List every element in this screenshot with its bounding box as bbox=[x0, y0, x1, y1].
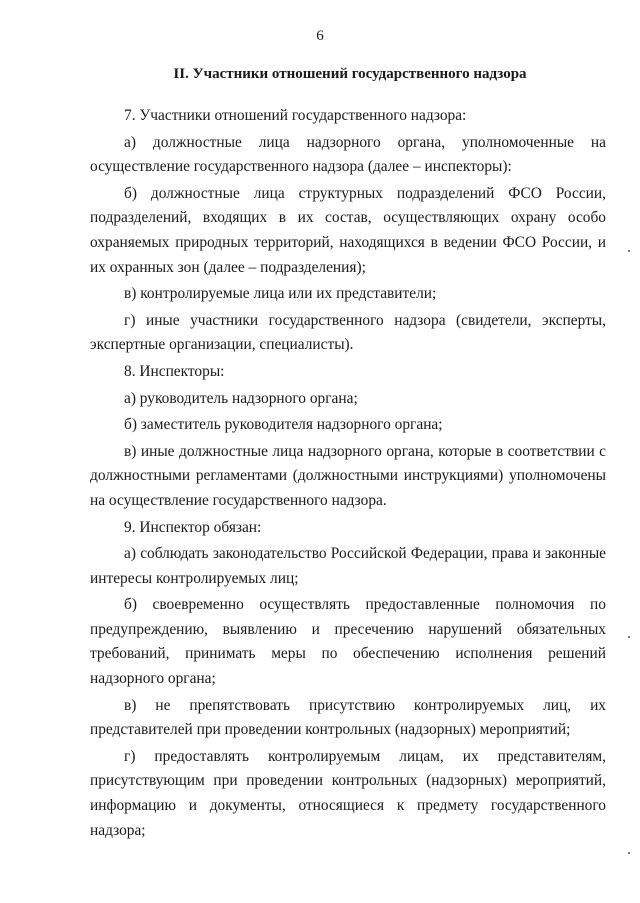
paragraph-9: 9. Инспектор обязан: bbox=[124, 518, 262, 536]
paragraph-7: 7. Участники отношений государственного надзора: bbox=[124, 107, 467, 124]
scan-speck bbox=[628, 636, 630, 638]
paragraph-8v: в) иные должностные лица надзорного органа, которые в соответствии с должностными регламентами (должностными инструкциями) уполномочены на осуществление государственного надзора. bbox=[90, 442, 606, 509]
section-heading: II. Участники отношений государственного надзора bbox=[173, 66, 527, 82]
paragraph-8: 8. Инспекторы: bbox=[124, 362, 225, 380]
paragraph-8b: б) заместитель руководителя надзорного органа; bbox=[124, 416, 443, 434]
scan-speck bbox=[628, 250, 630, 252]
document-body bbox=[90, 104, 606, 845]
paragraph-7a: а) должностные лица надзорного органа, уполномоченные на осуществление государственного надзора (далее – инспекторы): bbox=[90, 133, 606, 176]
paragraph-9v: в) не препятствовать присутствию контролируемых лиц, их представителей при проведении контрольных (надзорных) мероприятий; bbox=[90, 696, 606, 739]
scan-speck bbox=[628, 852, 630, 854]
paragraph-8a: а) руководитель надзорного органа; bbox=[124, 389, 358, 407]
paragraph-9b: б) своевременно осуществлять предоставленные полномочия по предупреждению, выявлению и пресечению нарушений обязательных требований, принимать меры по обеспечению исполнения решений надзорного органа; bbox=[90, 596, 606, 688]
paragraph-9g: г) предоставлять контролируемым лицам, их представителям, присутствующим при проведении контрольных (надзорных) мероприятий, информацию и документы, относящиеся к предмету государственного надзора; bbox=[90, 747, 606, 839]
paragraph-7g: г) иные участники государственного надзора (свидетели, эксперты, экспертные организации, специалисты). bbox=[90, 311, 606, 354]
paragraph-9a: а) соблюдать законодательство Российской Федерации, права и законные интересы контролируемых лиц; bbox=[90, 545, 606, 587]
paragraph-7v: в) контролируемые лица или их представители; bbox=[124, 285, 437, 303]
page-number: 6 bbox=[316, 28, 324, 44]
paragraph-7b: б) должностные лица структурных подразделений ФСО России, подразделений, входящих в их состав, осуществляющих охрану особо охраняемых природных территорий, находящихся в ведении ФСО России, и их охранных зон (далее – подразделения); bbox=[90, 184, 606, 276]
